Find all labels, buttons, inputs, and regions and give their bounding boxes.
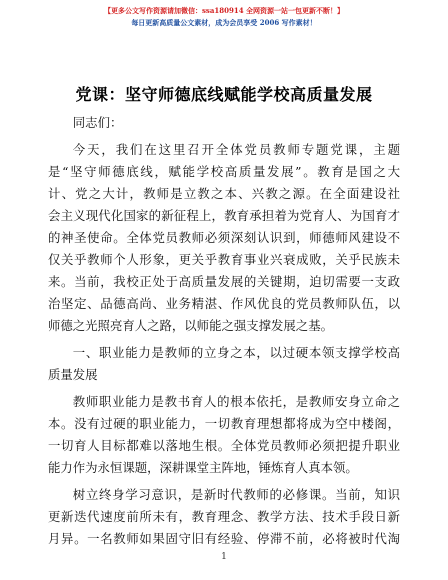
text-line: 教师职业能力是教书育人的根本依托，是教师安身立命之 bbox=[72, 394, 400, 409]
text-line: 师德之光照亮育人之路，以师能之强支撑发展之基。 bbox=[48, 318, 333, 333]
promo-line-wechat: 【更多公文写作资源请加微信：ssa180914 全网资源一站一包更新不断！】 bbox=[103, 6, 345, 15]
text-line: 会主义现代化国家的新征程上，教育承担着为党育人、为国育才 bbox=[48, 208, 400, 223]
text-line: 更新迭代速度前所未有，教育理念、教学方法、技术手段日新 bbox=[48, 509, 400, 524]
page-number: 1 bbox=[221, 552, 227, 562]
text-line: 月异。一名教师如果固守旧有经验、停滞不前，必将被时代淘 bbox=[48, 531, 400, 546]
text-line: 一切育人目标都难以落地生根。全体党员教师必须把提升职业 bbox=[48, 438, 400, 453]
paragraph-lifelong-learning bbox=[48, 484, 400, 550]
text-line: 能力作为永恒课题，深耕课堂主阵地，锤炼育人真本领。 bbox=[48, 460, 358, 475]
text-line: 质量发展 bbox=[48, 367, 98, 382]
text-line: 本。没有过硬的职业能力，一切教育理想都将成为空中楼阁， bbox=[48, 416, 400, 431]
paragraph-intro bbox=[48, 139, 400, 337]
text-line: 一、职业能力是教师的立身之本，以过硬本领支撑学校高 bbox=[72, 345, 400, 360]
section-heading-1 bbox=[48, 342, 400, 386]
text-line: 治坚定、品德高尚、业务精湛、作风优良的党员教师队伍，以 bbox=[48, 296, 400, 311]
text-line: 的神圣使命。全体党员教师必须深刻认识到，师德师风建设不 bbox=[48, 230, 400, 245]
text-line: 计、党之大计，教师是立教之本、兴教之源。在全面建设社 bbox=[48, 186, 400, 201]
text-line: 今天，我们在这里召开全体党员教师专题党课，主题 bbox=[72, 142, 400, 157]
text-line: 树立终身学习意识，是新时代教师的必修课。当前，知识 bbox=[72, 487, 400, 502]
document-body bbox=[48, 112, 400, 550]
text-line: 来。当前，我校正处于高质量发展的关键期，迫切需要一支政 bbox=[48, 274, 400, 289]
text-line: 仅关乎教师个人形象，更关乎教育事业兴衰成败，关乎民族未 bbox=[48, 252, 400, 267]
document-title: 党课：坚守师德底线赋能学校高质量发展 bbox=[75, 85, 373, 104]
promo-line-membership: 每日更新高质量公文素材，成为会员享受 2006 写作素材！ bbox=[131, 18, 317, 27]
paragraph-professional-ability bbox=[48, 391, 400, 479]
greeting: 同志们： bbox=[72, 115, 123, 130]
text-line: 是“坚守师德底线，赋能学校高质量发展”。教育是国之大 bbox=[48, 164, 400, 179]
